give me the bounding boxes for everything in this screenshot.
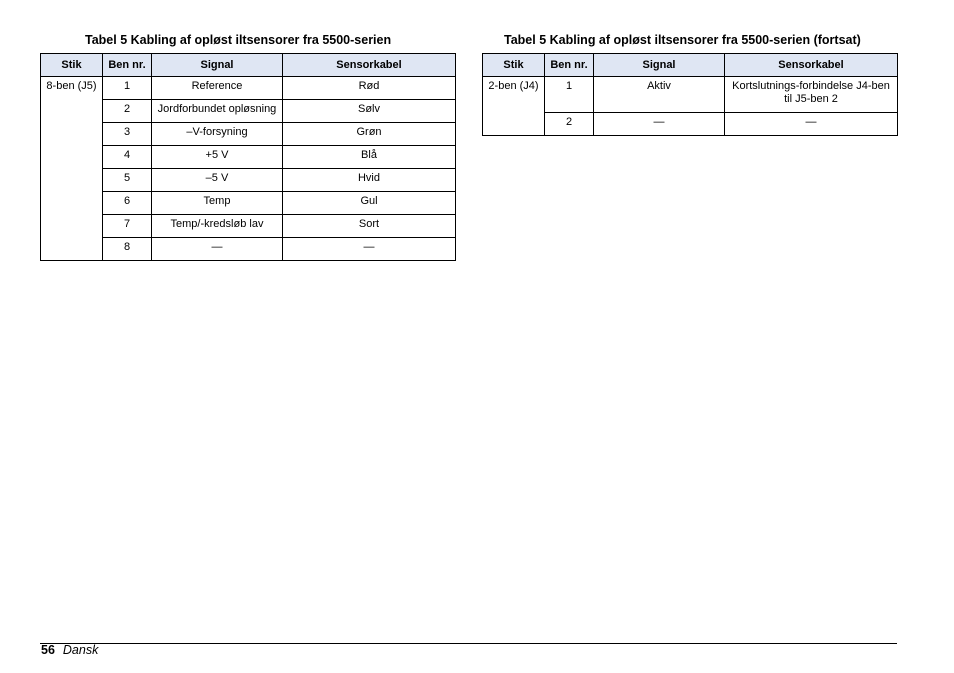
ben-cell: 3 <box>103 123 152 146</box>
ben-cell: 1 <box>545 77 594 113</box>
page-number: 56 <box>41 643 55 657</box>
kabel-cell: — <box>725 113 898 136</box>
signal-cell: –5 V <box>152 169 283 192</box>
table-header-row <box>41 54 456 77</box>
table-row <box>41 215 456 238</box>
kabel-cell: Rød <box>283 77 456 100</box>
table-row <box>483 77 898 113</box>
table-row <box>41 192 456 215</box>
kabel-cell: Kortslutnings-forbindelse J4-ben til J5-ben 2 <box>725 77 898 113</box>
signal-cell: Temp/-kredsløb lav <box>152 215 283 238</box>
table-caption-right: Tabel 5 Kabling af opløst iltsensorer fra 5500-serien (fortsat) <box>504 33 861 47</box>
table-row <box>41 123 456 146</box>
footer-divider <box>40 643 897 644</box>
table-row <box>41 238 456 261</box>
header-signal: Signal <box>152 54 283 77</box>
ben-cell: 6 <box>103 192 152 215</box>
signal-cell: –V-forsyning <box>152 123 283 146</box>
table-header-row <box>483 54 898 77</box>
table-caption-left: Tabel 5 Kabling af opløst iltsensorer fra 5500-serien <box>85 33 392 47</box>
ben-cell: 4 <box>103 146 152 169</box>
table-row <box>41 77 456 100</box>
kabel-cell: — <box>283 238 456 261</box>
stik-cell: 2-ben (J4) <box>483 77 545 136</box>
ben-cell: 1 <box>103 77 152 100</box>
signal-cell: Jordforbundet opløsning <box>152 100 283 123</box>
kabel-cell: Grøn <box>283 123 456 146</box>
ben-cell: 5 <box>103 169 152 192</box>
header-stik: Stik <box>41 54 103 77</box>
kabel-cell: Sort <box>283 215 456 238</box>
kabel-cell: Blå <box>283 146 456 169</box>
signal-cell: — <box>594 113 725 136</box>
header-stik: Stik <box>483 54 545 77</box>
table-row <box>41 146 456 169</box>
table-row <box>41 169 456 192</box>
signal-cell: +5 V <box>152 146 283 169</box>
wiring-table-right <box>482 53 898 136</box>
signal-cell: Temp <box>152 192 283 215</box>
header-sensorkabel: Sensorkabel <box>283 54 456 77</box>
ben-cell: 8 <box>103 238 152 261</box>
ben-cell: 2 <box>103 100 152 123</box>
kabel-cell: Sølv <box>283 100 456 123</box>
page-footer <box>41 643 98 657</box>
signal-cell: Reference <box>152 77 283 100</box>
header-ben-nr: Ben nr. <box>545 54 594 77</box>
stik-cell: 8-ben (J5) <box>41 77 103 261</box>
kabel-cell: Hvid <box>283 169 456 192</box>
signal-cell: Aktiv <box>594 77 725 113</box>
signal-cell: — <box>152 238 283 261</box>
header-ben-nr: Ben nr. <box>103 54 152 77</box>
wiring-table-left <box>40 53 456 261</box>
kabel-cell: Gul <box>283 192 456 215</box>
ben-cell: 2 <box>545 113 594 136</box>
table-row <box>483 113 898 136</box>
table-row <box>41 100 456 123</box>
ben-cell: 7 <box>103 215 152 238</box>
footer-language: Dansk <box>62 643 99 657</box>
header-sensorkabel: Sensorkabel <box>725 54 898 77</box>
header-signal: Signal <box>594 54 725 77</box>
